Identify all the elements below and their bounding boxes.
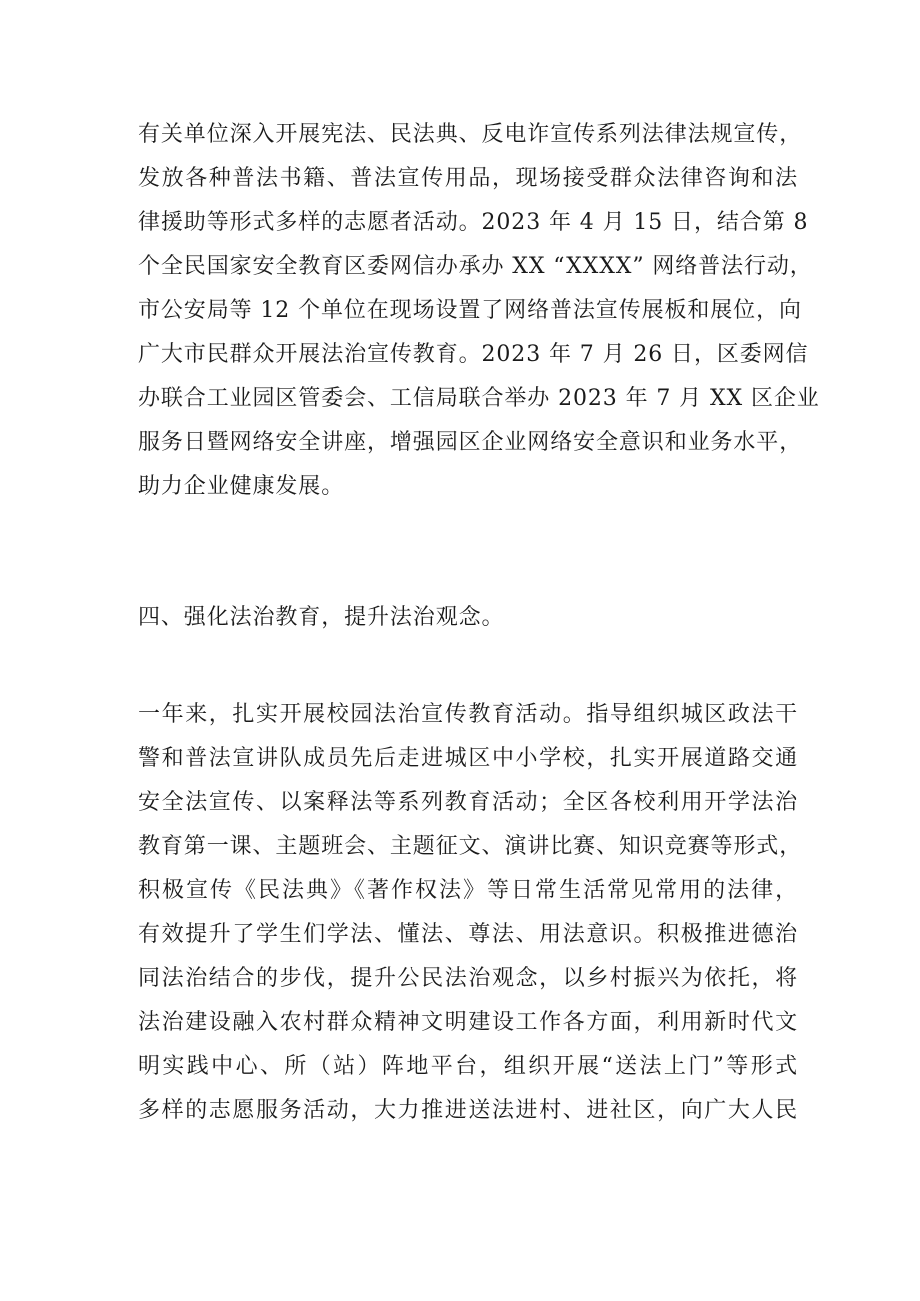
text-line: 法治建设融入农村群众精神文明建设工作各方面，利用新时代文 — [138, 1010, 798, 1035]
text-line: 个全民国家安全教育区委网信办承办 XX “XXXX” 网络普法行动， — [138, 254, 813, 279]
text-line: 办联合工业园区管委会、工信局联合举办 2023 年 7 月 XX 区企业 — [138, 386, 820, 411]
text-line: 一年来，扎实开展校园法治宣传教育活动。指导组织城区政法干 — [138, 702, 798, 727]
text-line: 积极宣传《民法典》《著作权法》等日常生活常见常用的法律， — [138, 878, 798, 903]
text-line: 教育第一课、主题班会、主题征文、演讲比赛、知识竞赛等形式， — [138, 834, 803, 859]
text-line: 市公安局等 12 个单位在现场设置了网络普法宣传展板和展位，向 — [138, 298, 802, 323]
text-line: 同法治结合的步伐，提升公民法治观念，以乡村振兴为依托，将 — [138, 966, 798, 991]
text-line: 广大市民群众开展法治宣传教育。2023 年 7 月 26 日，区委网信 — [138, 342, 809, 367]
text-line: 安全法宣传、以案释法等系列教育活动；全区各校利用开学法治 — [138, 790, 798, 815]
text-line: 警和普法宣讲队成员先后走进城区中小学校，扎实开展道路交通 — [138, 746, 798, 771]
text-line: 有效提升了学生们学法、懂法、尊法、用法意识。积极推进德治 — [138, 922, 798, 947]
text-line: 服务日暨网络安全讲座，增强园区企业网络安全意识和业务水平， — [138, 430, 803, 455]
text-line: 明实践中心、所（站）阵地平台，组织开展“送法上门”等形式 — [138, 1054, 798, 1079]
text-line: 律援助等形式多样的志愿者活动。2023 年 4 月 15 日，结合第 8 — [138, 210, 809, 235]
text-line: 多样的志愿服务活动，大力推进送法进村、进社区，向广大人民 — [138, 1098, 798, 1123]
text-line: 有关单位深入开展宪法、民法典、反电诈宣传系列法律法规宣传， — [138, 122, 803, 147]
text-line: 发放各种普法书籍、普法宣传用品，现场接受群众法律咨询和法 — [138, 166, 798, 191]
paragraph-volunteer-activities — [138, 113, 820, 509]
section-heading-text: 四、强化法治教育，提升法治观念。 — [138, 605, 505, 630]
section-heading — [138, 596, 798, 640]
text-line: 助力企业健康发展。 — [138, 474, 345, 499]
paragraph-legal-education — [138, 693, 803, 1133]
